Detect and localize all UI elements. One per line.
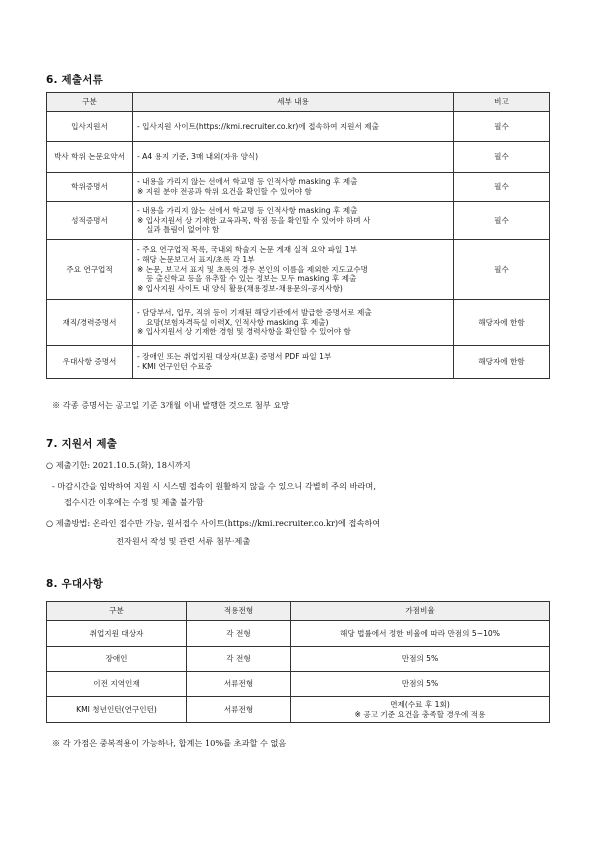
table-row	[47, 346, 550, 379]
row-category: 장애인	[47, 647, 187, 672]
deadline-text: ○ 제출기한: 2021.10.5.(화), 18시까지	[46, 460, 191, 470]
section-7-title: 7. 지원서 제출	[46, 438, 118, 450]
row-details: - A4 용지 기준, 3매 내외(자유 양식)	[133, 142, 454, 173]
row-stage: 각 전형	[187, 647, 291, 672]
row-category: 취업지원 대상자	[47, 621, 187, 647]
row-stage: 서류전형	[187, 697, 291, 723]
header-ratio: 가점비율	[291, 602, 550, 621]
row-note: 필수	[454, 112, 550, 142]
row-ratio: 해당 법률에서 정한 비율에 따라 만점의 5~10%	[291, 621, 550, 647]
row-stage: 각 전형	[187, 621, 291, 647]
header-stage: 적용전형	[187, 602, 291, 621]
row-category: 박사 학위 논문요약서	[47, 142, 133, 173]
header-category: 구분	[47, 602, 187, 621]
row-details: - 담당부서, 업무, 직위 등이 기재된 해당기관에서 발급한 증명서로 제출 요망(보험자격득실 이력X, 인적사항 masking 후 제출) ※ 입사지원서 상 기재한 경험 및 경력사항을 확인할 수 있어야 함	[133, 300, 454, 346]
row-note: 필수	[454, 173, 550, 202]
row-details: - 내용을 가리지 않는 선에서 학교명 등 인적사항 masking 후 제출 ※ 지원 분야 전공과 학위 요건을 확인할 수 있어야 함	[133, 173, 454, 202]
deadline-note-line-2: 접수시간 이후에는 수정 및 제출 불가함	[64, 497, 204, 507]
row-ratio: 만점의 5%	[291, 647, 550, 672]
row-category: 주요 연구업적	[47, 240, 133, 300]
deadline-note-line-1: - 마감시간을 임박하여 지원 시 시스템 접속이 원활하지 않을 수 있으니 각별히 주의 바라며,	[52, 481, 376, 491]
row-ratio: 면제(수료 후 1회) ※ 공고 기준 요건을 충족할 경우에 적용	[291, 697, 550, 723]
method-text-line-2: 전자원서 작성 및 관련 서류 첨부·제출	[116, 536, 251, 546]
header-note: 비고	[454, 93, 550, 112]
row-category: 성적증명서	[47, 202, 133, 240]
header-details: 세부 내용	[133, 93, 454, 112]
section-6-footnote: ※ 각종 증명서는 공고일 기준 3개월 이내 발행한 것으로 첨부 요망	[52, 400, 290, 410]
row-details: - 장애인 또는 취업지원 대상자(보훈) 증명서 PDF 파일 1부 - KMI 연구인턴 수료증	[133, 346, 454, 379]
row-details: - 내용을 가리지 않는 선에서 학교명 등 인적사항 masking 후 제출 ※ 입사지원서 상 기재한 교육과목, 학점 등을 확인할 수 있어야 하며 사 실과 틀림이 없어야 함	[133, 202, 454, 240]
row-details: - 입사지원 사이트(https://kmi.recruiter.co.kr)에 접속하여 지원서 제출	[133, 112, 454, 142]
row-category: 재직/경력증명서	[47, 300, 133, 346]
table-row	[47, 647, 550, 672]
documents-table-header	[47, 93, 550, 112]
table-row	[47, 173, 550, 202]
table-row	[47, 142, 550, 173]
section-8-title: 8. 우대사항	[46, 578, 103, 590]
row-category: 입사지원서	[47, 112, 133, 142]
row-details: - 주요 연구업적 목록, 국내외 학술지 논문 게재 실적 요약 파일 1부 - 해당 논문보고서 표지/초록 각 1부 ※ 논문, 보고서 표지 및 초록의 경우 본인의 이름을 제외한 지도교수명 등 출신학교 등을 유추할 수 있는 정보는 모두 masking 후 제출 ※ 입사지원 사이트 내 양식 활용(채용정보-채용문의-공지사항)	[133, 240, 454, 300]
method-text-line-1: ○ 제출방법: 온라인 접수만 가능, 원서접수 사이트(https://kmi.recruiter.co.kr)에 접속하여	[46, 518, 381, 528]
row-ratio: 만점의 5%	[291, 672, 550, 697]
table-row	[47, 112, 550, 142]
table-row	[47, 202, 550, 240]
row-note: 해당자에 한함	[454, 346, 550, 379]
row-category: KMI 청년인턴(연구인턴)	[47, 697, 187, 723]
documents-table	[46, 92, 550, 379]
row-note: 필수	[454, 202, 550, 240]
table-row	[47, 672, 550, 697]
table-row	[47, 240, 550, 300]
preferences-table	[46, 601, 550, 723]
table-row	[47, 621, 550, 647]
row-note: 필수	[454, 240, 550, 300]
section-8-footnote: ※ 각 가점은 중복적용이 가능하나, 합계는 10%를 초과할 수 없음	[52, 738, 287, 748]
row-category: 이전 지역인재	[47, 672, 187, 697]
row-note: 필수	[454, 142, 550, 173]
table-row	[47, 300, 550, 346]
row-category: 학위증명서	[47, 173, 133, 202]
preferences-table-header	[47, 602, 550, 621]
row-category: 우대사항 증명서	[47, 346, 133, 379]
row-note: 해당자에 한함	[454, 300, 550, 346]
header-category: 구분	[47, 93, 133, 112]
row-stage: 서류전형	[187, 672, 291, 697]
table-row	[47, 697, 550, 723]
section-6-title: 6. 제출서류	[46, 74, 103, 86]
